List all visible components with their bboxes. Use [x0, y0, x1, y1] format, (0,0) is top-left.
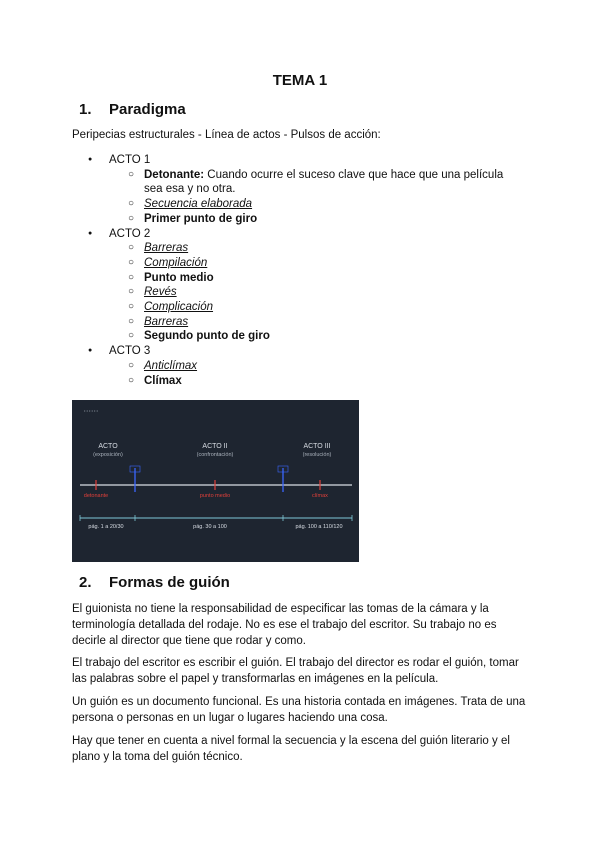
- act3-subtitle: (resolución): [302, 452, 332, 458]
- act2-title: ACTO II: [202, 443, 228, 450]
- circle-bullet-icon: ○: [128, 256, 135, 268]
- link-barreras[interactable]: Barreras: [144, 242, 189, 255]
- list-item[interactable]: [88, 300, 520, 315]
- act-structure-diagram: [72, 400, 359, 562]
- section-number: 1.: [79, 101, 92, 118]
- list-item[interactable]: [88, 256, 520, 271]
- act-list: [88, 153, 520, 388]
- paragraph: El trabajo del escritor es escribir el guión. El trabajo del director es rodar el guión, tomar las palabras sobre el papel y transformarlas en imágenes en la película.: [72, 657, 519, 685]
- act3-title: ACTO III: [303, 443, 331, 450]
- section-title: Formas de guión: [109, 574, 230, 591]
- act1-subtitle: (exposición): [93, 452, 123, 458]
- section-title: Paradigma: [109, 101, 186, 118]
- link-anticlimax[interactable]: Anticlímax: [144, 359, 198, 372]
- list-item[interactable]: [88, 315, 520, 330]
- act-item: ● ACTO 1: [88, 153, 520, 168]
- circle-bullet-icon: ○: [128, 168, 135, 180]
- section-heading-formas: [79, 574, 230, 591]
- list-item[interactable]: [88, 359, 520, 374]
- circle-bullet-icon: ○: [128, 198, 135, 210]
- diagram-caption-mark: • • • • • •: [84, 408, 98, 413]
- circle-bullet-icon: ○: [128, 374, 135, 386]
- link-complicacion[interactable]: Complicación: [144, 301, 214, 314]
- link-secuencia-elaborada[interactable]: Secuencia elaborada: [144, 198, 253, 211]
- pages-act1: pág. 1 a 20/30: [88, 524, 124, 530]
- circle-bullet-icon: ○: [128, 242, 135, 254]
- paragraph: Un guión es un documento funcional. Es una historia contada en imágenes. Trata de una persona o personas en un lugar o lugares haciendo una cosa.: [72, 696, 526, 724]
- link-reves[interactable]: Revés: [144, 286, 177, 299]
- term-label: Primer punto de giro: [144, 212, 258, 225]
- circle-bullet-icon: ○: [128, 286, 135, 298]
- list-item[interactable]: [88, 285, 520, 300]
- term-label: Punto medio: [144, 271, 214, 284]
- list-item[interactable]: [88, 197, 520, 212]
- term-label: Clímax: [144, 374, 182, 387]
- link-barreras[interactable]: Barreras: [144, 315, 189, 328]
- paragraph: Hay que tener en cuenta a nivel formal la secuencia y la escena del guión literario y el plano y la toma del guión técnico.: [72, 735, 510, 763]
- marker-climax: clímax: [312, 493, 328, 499]
- act2-subtitle: (confrontación): [196, 452, 234, 458]
- circle-bullet-icon: ○: [128, 301, 135, 313]
- circle-bullet-icon: ○: [128, 330, 135, 342]
- circle-bullet-icon: ○: [128, 271, 135, 283]
- list-item: [88, 168, 520, 197]
- marker-detonante: detonante: [83, 493, 109, 499]
- pages-act3: pág. 100 a 110/120: [295, 524, 343, 530]
- pages-act2: pág. 30 a 100: [193, 524, 227, 530]
- term-description: Cuando ocurre el suceso clave que hace que una película sea esa y no otra.: [144, 168, 504, 196]
- term-label: Detonante:: [144, 168, 205, 181]
- list-item: [88, 374, 520, 389]
- link-compilacion[interactable]: Compilación: [144, 256, 208, 269]
- intro-text: Peripecias estructurales - Línea de actos - Pulsos de acción:: [72, 129, 381, 141]
- circle-bullet-icon: ○: [128, 315, 135, 327]
- act-item: ● ACTO 3: [88, 344, 520, 359]
- marker-punto-medio: punto medio: [199, 493, 231, 499]
- document-title: TEMA 1: [272, 72, 328, 89]
- circle-bullet-icon: ○: [128, 359, 135, 371]
- list-item: [88, 271, 520, 286]
- list-item: [88, 329, 520, 344]
- section-number: 2.: [79, 574, 92, 591]
- section-heading-paradigma: [79, 101, 186, 118]
- list-item[interactable]: [88, 241, 520, 256]
- paragraph: El guionista no tiene la responsabilidad de especificar las tomas de la cámara y la terminología detallada del rodaje. No es ese el trabajo del escritor. Su trabajo no es decirle al director que tiene que rodar y como.: [72, 603, 497, 647]
- term-label: Segundo punto de giro: [144, 330, 270, 343]
- act-item: ● ACTO 2: [88, 227, 520, 242]
- act1-title: ACTO: [98, 443, 118, 450]
- list-item: [88, 212, 520, 227]
- circle-bullet-icon: ○: [128, 212, 135, 224]
